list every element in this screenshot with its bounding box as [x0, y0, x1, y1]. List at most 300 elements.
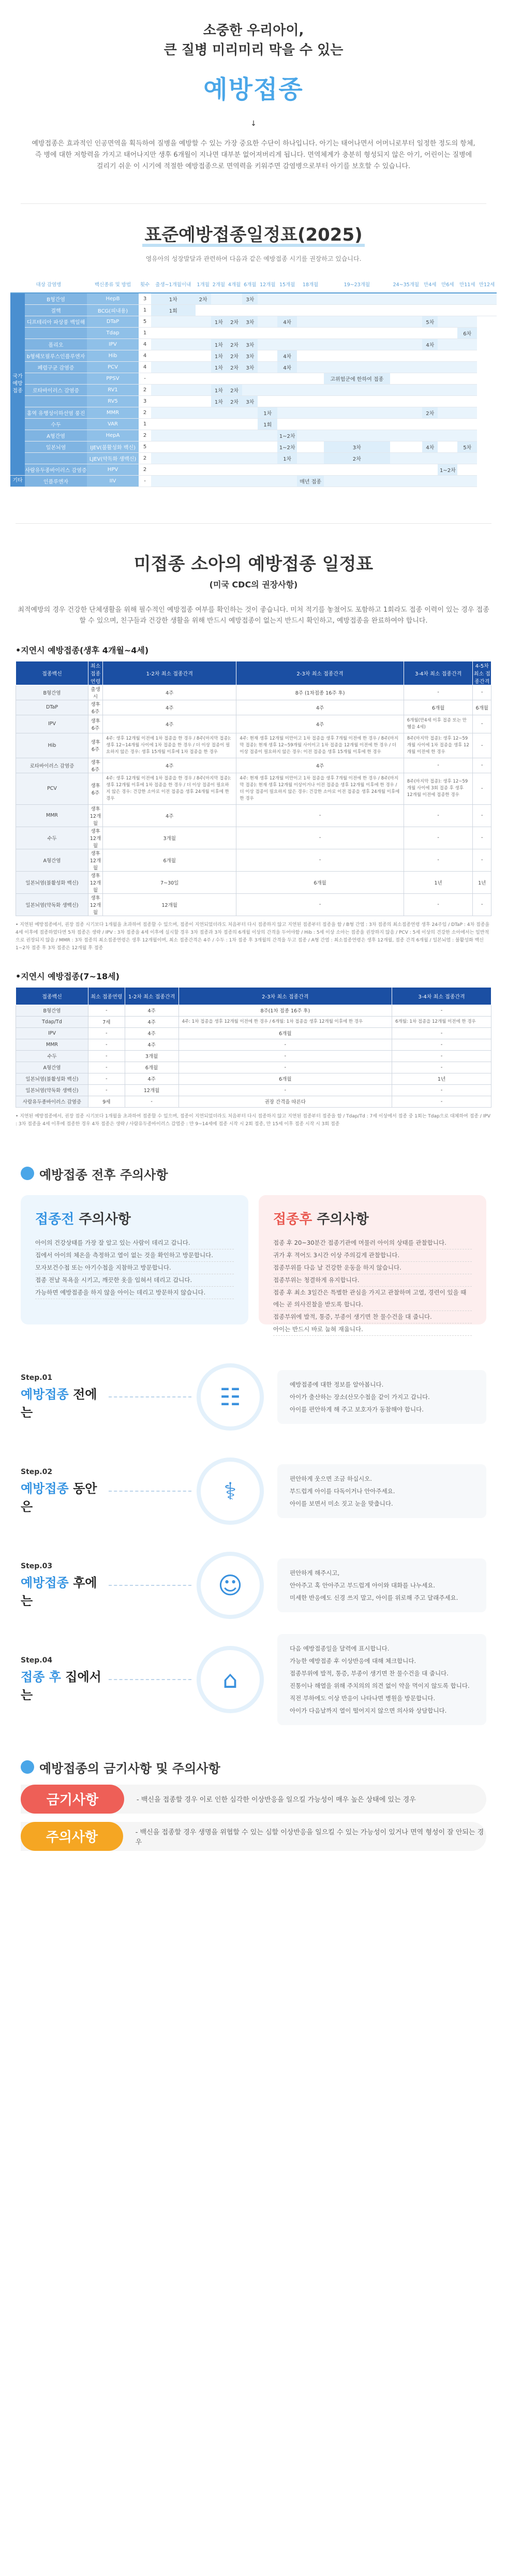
- schedule-cell: [324, 316, 390, 327]
- us-notes-2: • 지연된 예방접종에서, 권장 접종 시기보다 1개월을 초과하여 접종할 수 있으며, 접종이 지연되었더라도 처음부터 다시 접종하지 않고 지연된 접종부터 접종을 함 / Tdap/Td : 7세 이상에서 접종 중 1회는 Tdap으로 대체하여 접종 / IPV : 3차 접종을 4세 이후에 접종한 경우 4차 접종은 생략 / 사람유두종바이러스 감염증 : 만 9~14세에 접종 시작 시 2회 접종, 만 15세 이후 접종 시작 시 3회 접종: [16, 1113, 490, 1127]
- schedule-cell: [277, 304, 297, 316]
- min-age: -: [88, 1027, 125, 1039]
- contra-row: [21, 1822, 486, 1851]
- table-header: 18개월: [297, 275, 324, 293]
- schedule-cell: 3차: [324, 441, 390, 452]
- connector-line: [109, 1491, 191, 1492]
- vaccine-name: IIV: [87, 475, 139, 487]
- table-row: [16, 1005, 491, 1016]
- schedule-cell: [390, 327, 423, 338]
- table-row: [16, 1062, 491, 1073]
- schedule-cell: [151, 327, 196, 338]
- schedule-cell: [258, 395, 277, 407]
- interval-cell: 3개월: [103, 827, 236, 849]
- table-row: [16, 715, 491, 733]
- step-box: [277, 1464, 486, 1518]
- step-label: [21, 1562, 109, 1609]
- schedule-cell: 2차: [422, 407, 438, 418]
- step-item: 아이가 다음날까지 열이 떨어지지 않으면 의사와 상담합니다.: [290, 1706, 447, 1714]
- schedule-cell: [457, 407, 477, 418]
- schedule-cell: [457, 395, 477, 407]
- schedule-cell: [297, 361, 324, 373]
- schedule-cell: [277, 407, 297, 418]
- vaccine-name: IPV: [16, 1027, 88, 1039]
- schedule-cell: 1~2차: [277, 441, 297, 452]
- table-row: [16, 700, 491, 715]
- schedule-cell: [196, 418, 211, 430]
- table-header: 최소 접종연령: [88, 987, 125, 1005]
- schedule-cell: [211, 304, 227, 316]
- interval-cell: 1년: [404, 871, 473, 893]
- vaccine-name: B형간염: [16, 685, 88, 700]
- schedule-cell: [196, 441, 211, 452]
- schedule-cell: 5차: [457, 441, 477, 452]
- schedule-cell: [324, 407, 390, 418]
- schedule-cell: [242, 430, 258, 441]
- dose-count: 2: [139, 464, 151, 475]
- schedule-cell: [438, 350, 457, 361]
- schedule-cell: 1차: [211, 338, 227, 350]
- schedule-cell: [324, 384, 390, 395]
- schedule-cell: [438, 407, 457, 418]
- schedule-cell: [277, 395, 297, 407]
- table-row: [10, 361, 497, 373]
- schedule-cell: [227, 373, 242, 384]
- vaccine-name: 일본뇌염(불활성화 백신): [16, 871, 88, 893]
- kr-schedule-table: [10, 275, 497, 487]
- baby-icon: ☺: [197, 1552, 264, 1619]
- schedule-cell: [258, 475, 277, 487]
- table-row: [16, 1050, 491, 1062]
- schedule-cell: [242, 384, 258, 395]
- schedule-cell: [297, 430, 324, 441]
- home-icon: ⌂: [197, 1646, 264, 1713]
- step-name-rest: 집에서는: [21, 1669, 101, 1702]
- table-row: [10, 441, 497, 452]
- schedule-cell: [324, 338, 390, 350]
- schedule-cell: [258, 293, 277, 304]
- schedule-cell: [438, 395, 457, 407]
- interval-cell: 8주(마지막 접종): 생후 12~59개월 사이에 1차 접종을 생후 12개월 이전에 한 경우: [404, 733, 473, 758]
- schedule-cell: [258, 338, 277, 350]
- min-age: -: [88, 1062, 125, 1073]
- table-row: [10, 338, 497, 350]
- after-item: 아이는 반드시 바로 눕혀 재웁니다.: [273, 1323, 472, 1336]
- schedule-cell: 2차: [227, 350, 242, 361]
- dose-count: 2: [139, 384, 151, 395]
- table-header: 백신종류 및 방법: [87, 275, 139, 293]
- step-box: [277, 1370, 486, 1424]
- disease-name: 디프테리아 파상풍 백일해: [25, 316, 87, 327]
- vaccine-name: PCV: [16, 773, 88, 804]
- min-age: -: [88, 1073, 125, 1084]
- table-header: 3-4차 최소 접종간격: [392, 987, 491, 1005]
- table-row: [10, 475, 497, 487]
- table-header: 4-5차 최소 접종간격: [473, 661, 491, 685]
- us-table-2: [16, 987, 491, 1108]
- dose-count: 2: [139, 407, 151, 418]
- table-header: 접종백신: [16, 987, 88, 1005]
- vaccine-name: IPV: [87, 338, 139, 350]
- schedule-cell: [196, 304, 211, 316]
- interval-cell: 6개월: [178, 1027, 392, 1039]
- step-item: 직전 부하에도 이상 반응이 나타나면 병원을 방문합니다.: [290, 1694, 436, 1702]
- disease-name: 인플루엔자: [25, 475, 87, 487]
- contra-section: [0, 1732, 507, 1882]
- schedule-cell: [258, 361, 277, 373]
- table-row: [16, 849, 491, 871]
- dose-count: 4: [139, 350, 151, 361]
- before-item: 집에서 아이의 체온을 측정하고 열이 없는 것을 확인하고 방문합니다.: [35, 1249, 234, 1262]
- interval-cell: -: [236, 849, 404, 871]
- step-name: [21, 1478, 109, 1514]
- table-row: [10, 418, 497, 430]
- interval-cell: 6개월: [473, 700, 491, 715]
- interval-cell: -: [473, 893, 491, 916]
- schedule-cell: [211, 430, 227, 441]
- vaccine-name: LJEV(약독화 생백신): [87, 452, 139, 464]
- schedule-cell: 2차: [227, 384, 242, 395]
- dose-count: 4: [139, 361, 151, 373]
- connector-line: [109, 1585, 191, 1586]
- step-item: 미세한 반응에도 신경 쓰지 말고, 아이를 위로해 주고 달래주세요.: [290, 1594, 458, 1601]
- contra-tag: 금기사항: [21, 1785, 124, 1814]
- table-header: 만12세: [477, 275, 497, 293]
- step-number: Step.02: [21, 1467, 53, 1476]
- disease-name: [25, 395, 87, 407]
- interval-cell: 1년: [392, 1073, 491, 1084]
- min-age: -: [88, 1084, 125, 1096]
- interval-cell: -: [473, 773, 491, 804]
- schedule-cell: [151, 464, 196, 475]
- interval-cell: 6개월: [103, 849, 236, 871]
- vaccine-name: HepB: [87, 293, 139, 304]
- schedule-cell: [258, 327, 277, 338]
- min-age: 출생시: [88, 685, 103, 700]
- interval-cell: -: [125, 1096, 178, 1107]
- schedule-cell: [457, 293, 477, 304]
- schedule-cell: [227, 464, 242, 475]
- schedule-cell: [438, 384, 457, 395]
- schedule-cell: [390, 338, 423, 350]
- schedule-cell: 2차: [324, 452, 390, 464]
- interval-cell: -: [473, 733, 491, 758]
- before-item: 모자보건수첩 또는 아기수첩을 지참하고 방문합니다.: [35, 1262, 234, 1274]
- schedule-cell: [297, 441, 324, 452]
- interval-cell: 4주: [125, 1005, 178, 1016]
- vaccine-name: 일본뇌염(약독화 생백신): [16, 1084, 88, 1096]
- schedule-cell: [277, 293, 297, 304]
- schedule-cell: [438, 373, 457, 384]
- after-item: 접종 후 20~30분간 접종기관에 머물러 아이의 상태를 관찰합니다.: [273, 1237, 472, 1249]
- contra-tag: 주의사항: [21, 1822, 123, 1851]
- dose-count: 2: [139, 452, 151, 464]
- schedule-cell: [297, 293, 324, 304]
- vaccine-name: IJEV(불활성화 백신): [87, 441, 139, 452]
- table-row: [16, 1084, 491, 1096]
- us-notes-1: • 지연된 예방접종에서, 권장 접종 시기보다 1개월을 초과하여 접종할 수 있으며, 접종이 지연되었더라도 처음부터 다시 접종하지 않고 지연된 접종부터 접종을 함 / B형 간염 : 3차 접종의 최소접종연령 생후 24주임 / DTaP : 4차 접종을 4세 이후에 접종하였다면 5차 접종은 생략 / IPV : 3차 접종을 4세 이후에 실시할 경우 3차 접종과 3차 접종의 6개월 이상의 간격을 두어야함 / Hib : 5세 이상 소아는 접종을 권장하지 않음 / PCV : 5세 이상의 건강한 소아에서는 일반적으로 권장되지 않음 / MMR : 3차 접종의 최소접종연령은 생후 12개월이며, 최소 접종간격은 4주 / 수두 : 1차 접종 후 3개월의 간격을 두고 접종 / A형 간염 : 최소접종연령은 생후 12개월, 접종 간격 6개월 / 일본뇌염 : 불활성화 백신 1~2차 접종 후 3차 접종은 12개월 후 접종: [16, 922, 490, 951]
- schedule-cell: [438, 418, 457, 430]
- dose-count: 4: [139, 338, 151, 350]
- schedule-cell: 4차: [422, 441, 438, 452]
- schedule-cell: [297, 395, 324, 407]
- schedule-cell: [457, 430, 477, 441]
- table-row: [16, 1027, 491, 1039]
- table-header: 6개월: [242, 275, 258, 293]
- table-header: 만11세: [457, 275, 477, 293]
- before-item: 아이의 건강상태를 가장 잘 알고 있는 사람이 데리고 갑니다.: [35, 1237, 234, 1249]
- after-item: 접종부위에 발적, 통증, 부종이 생기면 찬 물수건을 대 줍니다.: [273, 1311, 472, 1323]
- us-subtitle: (미국 CDC의 권장사항): [209, 579, 298, 590]
- schedule-cell: [242, 441, 258, 452]
- schedule-cell: [422, 350, 438, 361]
- schedule-cell: [390, 350, 423, 361]
- schedule-cell: [242, 304, 258, 316]
- table-header: 횟수: [139, 275, 151, 293]
- vaccine-name: DTaP: [87, 316, 139, 327]
- before-highlight: 접종전: [35, 1211, 74, 1227]
- schedule-cell: 1차: [211, 350, 227, 361]
- schedule-cell: [242, 373, 258, 384]
- step-label: [21, 1468, 109, 1514]
- schedule-cell: [277, 373, 297, 384]
- schedule-cell: [324, 361, 390, 373]
- vaccine-name: 사람유두종바이러스 감염증: [16, 1096, 88, 1107]
- hero-description: 예방접종은 효과적인 인공면역을 획득하여 질병을 예방할 수 있는 가장 중요한 수단이 하나입니다. 아기는 태어나면서 어머니로부터 일정한 정도의 항체, 즉 병에 대한 저항력을 가지고 태어나지만 생후 6개월이 지나면 대부분 없어져버리게 됩니다. 면역체계가 충분히 형성되지 않은 아기, 어린이는 질병에 걸리기 쉬운 이 시기에 적절한 예방접종으로 면역력을 키워주면 감염병으로부터 아기를 보호할 수 있습니다.: [32, 140, 475, 170]
- interval-cell: -: [404, 758, 473, 773]
- dose-count: 5: [139, 316, 151, 327]
- schedule-cell: [324, 475, 390, 487]
- schedule-cell: [422, 475, 438, 487]
- schedule-cell: [457, 418, 477, 430]
- vaccine-name: 수두: [16, 827, 88, 849]
- vaccine-name: HPV: [87, 464, 139, 475]
- table-row: [10, 373, 497, 384]
- disease-name: b형헤모필루스인플루엔자: [25, 350, 87, 361]
- schedule-cell: [457, 304, 477, 316]
- before-item: 가능하면 예방접종을 하지 않을 아이는 데리고 방문하지 않습니다.: [35, 1287, 234, 1299]
- interval-cell: 4주: [236, 700, 404, 715]
- min-age: 생후 12개월: [88, 827, 103, 849]
- schedule-cell: [390, 361, 423, 373]
- schedule-cell: [151, 475, 196, 487]
- schedule-cell: [258, 441, 277, 452]
- interval-cell: -: [473, 715, 491, 733]
- interval-cell: 6개월(만4세 이후 접종 또는 만혬을 4세): [404, 715, 473, 733]
- interval-cell: -: [392, 1084, 491, 1096]
- min-age: -: [88, 1050, 125, 1062]
- schedule-cell: 2차: [196, 293, 211, 304]
- schedule-cell: [297, 384, 324, 395]
- schedule-cell: [151, 430, 196, 441]
- step-name-rest: 후에는: [21, 1575, 97, 1608]
- schedule-cell: [438, 304, 457, 316]
- schedule-cell: [438, 430, 457, 441]
- schedule-cell: [277, 418, 297, 430]
- vaccine-name: MMR: [16, 804, 88, 827]
- schedule-cell: [438, 316, 457, 327]
- schedule-cell: [297, 464, 324, 475]
- schedule-cell: [457, 338, 477, 350]
- disease-name: 로타바이러스 감염증: [25, 384, 87, 395]
- step-number: Step.04: [21, 1656, 53, 1665]
- interval-cell: -: [404, 685, 473, 700]
- schedule-cell: [390, 452, 423, 464]
- interval-cell: -: [473, 685, 491, 700]
- table-header: 최소 접종연령: [88, 661, 103, 685]
- interval-cell: -: [392, 1005, 491, 1016]
- schedule-cell: [151, 407, 196, 418]
- schedule-cell: [227, 327, 242, 338]
- schedule-cell: [196, 327, 211, 338]
- vaccine-name: A형간염: [16, 849, 88, 871]
- us-description: 최적예방의 경우 건강한 단체생활을 위해 필수적인 예방접종 여부를 확인하는 것이 좋습니다. 미처 적기를 놓쳤어도 포함하고 1회라도 접종 이력이 있는 경우 접종할 수 있으며, 친구들과 건강한 생활을 위해 반드시 예방접종이 없는지 반드시 확인하고, 예방접종을 완료하여야 합니다.: [18, 606, 489, 625]
- schedule-cell: 1회: [151, 304, 196, 316]
- step-name-highlight: 접종 후: [21, 1669, 61, 1684]
- step-box: [277, 1634, 486, 1725]
- schedule-cell: [227, 304, 242, 316]
- schedule-cell: [151, 373, 196, 384]
- interval-cell: 4주: [125, 1073, 178, 1084]
- min-age: 생후 6주: [88, 700, 103, 715]
- table-header: 1-2차 최소 접종간격: [125, 987, 178, 1005]
- table-row: [16, 685, 491, 700]
- schedule-cell: 1~2차: [438, 464, 457, 475]
- info-icon: [21, 1167, 34, 1180]
- schedule-cell: 1차: [151, 293, 196, 304]
- step-box: [277, 1558, 486, 1612]
- vaccine-name: RV5: [87, 395, 139, 407]
- interval-cell: 4주: [236, 758, 404, 773]
- vaccine-name: PCV: [87, 361, 139, 373]
- schedule-cell: 3차: [242, 361, 258, 373]
- schedule-cell: [438, 441, 457, 452]
- vaccine-name: 수두: [16, 1050, 88, 1062]
- before-title-rest: 주의사항: [74, 1211, 131, 1227]
- interval-cell: -: [236, 893, 404, 916]
- kr-schedule-section: [0, 204, 507, 487]
- clipboard-icon: ☷: [197, 1363, 264, 1431]
- step-item: 접종부위에 발적, 통증, 부종이 생기면 찬 물수건을 대 줍니다.: [290, 1669, 449, 1677]
- table-row: [16, 1039, 491, 1050]
- us-heading-1: • 지연시 예방접종(생후 4개월~4세): [16, 644, 491, 656]
- schedule-cell: [196, 475, 211, 487]
- arrow-down-icon: ↓: [250, 120, 257, 128]
- table-header: 대상 감염병: [10, 275, 87, 293]
- vaccine-name: 로타바이러스 감염증: [16, 758, 88, 773]
- interval-cell: -: [404, 893, 473, 916]
- disease-name: 폴리오: [25, 338, 87, 350]
- schedule-cell: 4차: [277, 350, 297, 361]
- interval-cell: 6개월: 1차 접종을 12개월 이전에 한 경우: [392, 1016, 491, 1027]
- schedule-cell: [390, 293, 423, 304]
- schedule-cell: 2차: [227, 395, 242, 407]
- interval-cell: 4주: 생후 12개월 이전에 1차 접종을 한 경우 / 8주(마지막 접종): 생후 12개월 이후에 1차 접종을 한 경우 / 더 이상 접종이 필요하지 않은 경우: 건강한 소아로 이전 접종을 생후 24개월 이후에 한 경우: [103, 773, 236, 804]
- min-age: -: [88, 1039, 125, 1050]
- interval-cell: 4주: [103, 758, 236, 773]
- schedule-cell: [297, 316, 324, 327]
- dose-count: 3: [139, 395, 151, 407]
- interval-cell: -: [392, 1027, 491, 1039]
- interval-cell: -: [392, 1050, 491, 1062]
- dose-count: 1: [139, 304, 151, 316]
- schedule-cell: 1차: [211, 395, 227, 407]
- schedule-cell: [258, 316, 277, 327]
- table-header: 19~23개월: [324, 275, 390, 293]
- schedule-cell: [457, 452, 477, 464]
- step-name-rest: 동안은: [21, 1481, 97, 1514]
- schedule-cell: [324, 304, 390, 316]
- vaccine-name: 일본뇌염(불활성화 백신): [16, 1073, 88, 1084]
- disease-name: 결핵: [25, 304, 87, 316]
- interval-cell: 4주: [125, 1027, 178, 1039]
- schedule-cell: [297, 452, 324, 464]
- schedule-cell: [258, 304, 277, 316]
- table-row: [10, 350, 497, 361]
- schedule-cell: [242, 418, 258, 430]
- interval-cell: 4주: [103, 685, 236, 700]
- vaccine-name: BCG(피내용): [87, 304, 139, 316]
- min-age: 생후 12개월: [88, 871, 103, 893]
- interval-cell: -: [178, 1084, 392, 1096]
- step-name: [21, 1667, 109, 1703]
- contra-text: - 백신을 접종할 경우 이로 인한 심각한 이상반응을 일으킬 가능성이 매우 높은 상태에 있는 경우: [137, 1796, 416, 1804]
- schedule-cell: 2차: [227, 361, 242, 373]
- vaccine-name: HepA: [87, 430, 139, 441]
- schedule-cell: [196, 338, 211, 350]
- table-header: 2개월: [211, 275, 227, 293]
- schedule-cell: [196, 350, 211, 361]
- step-number: Step.03: [21, 1562, 53, 1570]
- contra-title: 예방접종의 금기사항 및 주의사항: [39, 1761, 220, 1776]
- min-age: 9세: [88, 1096, 125, 1107]
- kr-schedule-subtitle: 영유아의 성장발달과 관련하여 다음과 같은 예방접종 시기를 권장하고 있습니다.: [145, 255, 362, 262]
- schedule-cell: [277, 338, 297, 350]
- interval-cell: -: [473, 827, 491, 849]
- step-label: [21, 1374, 109, 1420]
- dose-count: 3: [139, 293, 151, 304]
- schedule-cell: [196, 395, 211, 407]
- schedule-cell: [242, 327, 258, 338]
- schedule-cell: [196, 452, 211, 464]
- connector-line: [109, 1396, 191, 1397]
- schedule-cell: [438, 293, 457, 304]
- table-row: [10, 304, 497, 316]
- schedule-cell: 3차: [242, 395, 258, 407]
- interval-cell: -: [392, 1096, 491, 1107]
- schedule-cell: [390, 316, 423, 327]
- us-section: [0, 487, 507, 1128]
- schedule-cell: [242, 464, 258, 475]
- table-row: [16, 827, 491, 849]
- interval-cell: -: [473, 849, 491, 871]
- contra-row: [21, 1785, 486, 1814]
- step-row: [21, 1356, 486, 1438]
- table-row: [16, 773, 491, 804]
- step-item: 예방접종에 대한 정보를 알아봅니다.: [290, 1380, 384, 1388]
- schedule-cell: 1~2차: [277, 430, 297, 441]
- step-item: 진통이나 해열을 위해 주치의의 의견 없이 약을 먹이지 않도록 합니다.: [290, 1682, 470, 1689]
- schedule-cell: [196, 373, 211, 384]
- schedule-cell: [227, 418, 242, 430]
- vaccine-name: 일본뇌염(약독화 생백신): [16, 893, 88, 916]
- schedule-cell: [390, 430, 423, 441]
- schedule-cell: [422, 464, 438, 475]
- interval-cell: 4주: [103, 804, 236, 827]
- schedule-cell: 3차: [242, 350, 258, 361]
- group-label-other: 기타: [10, 475, 25, 487]
- vaccine-name: B형간염: [16, 1005, 88, 1016]
